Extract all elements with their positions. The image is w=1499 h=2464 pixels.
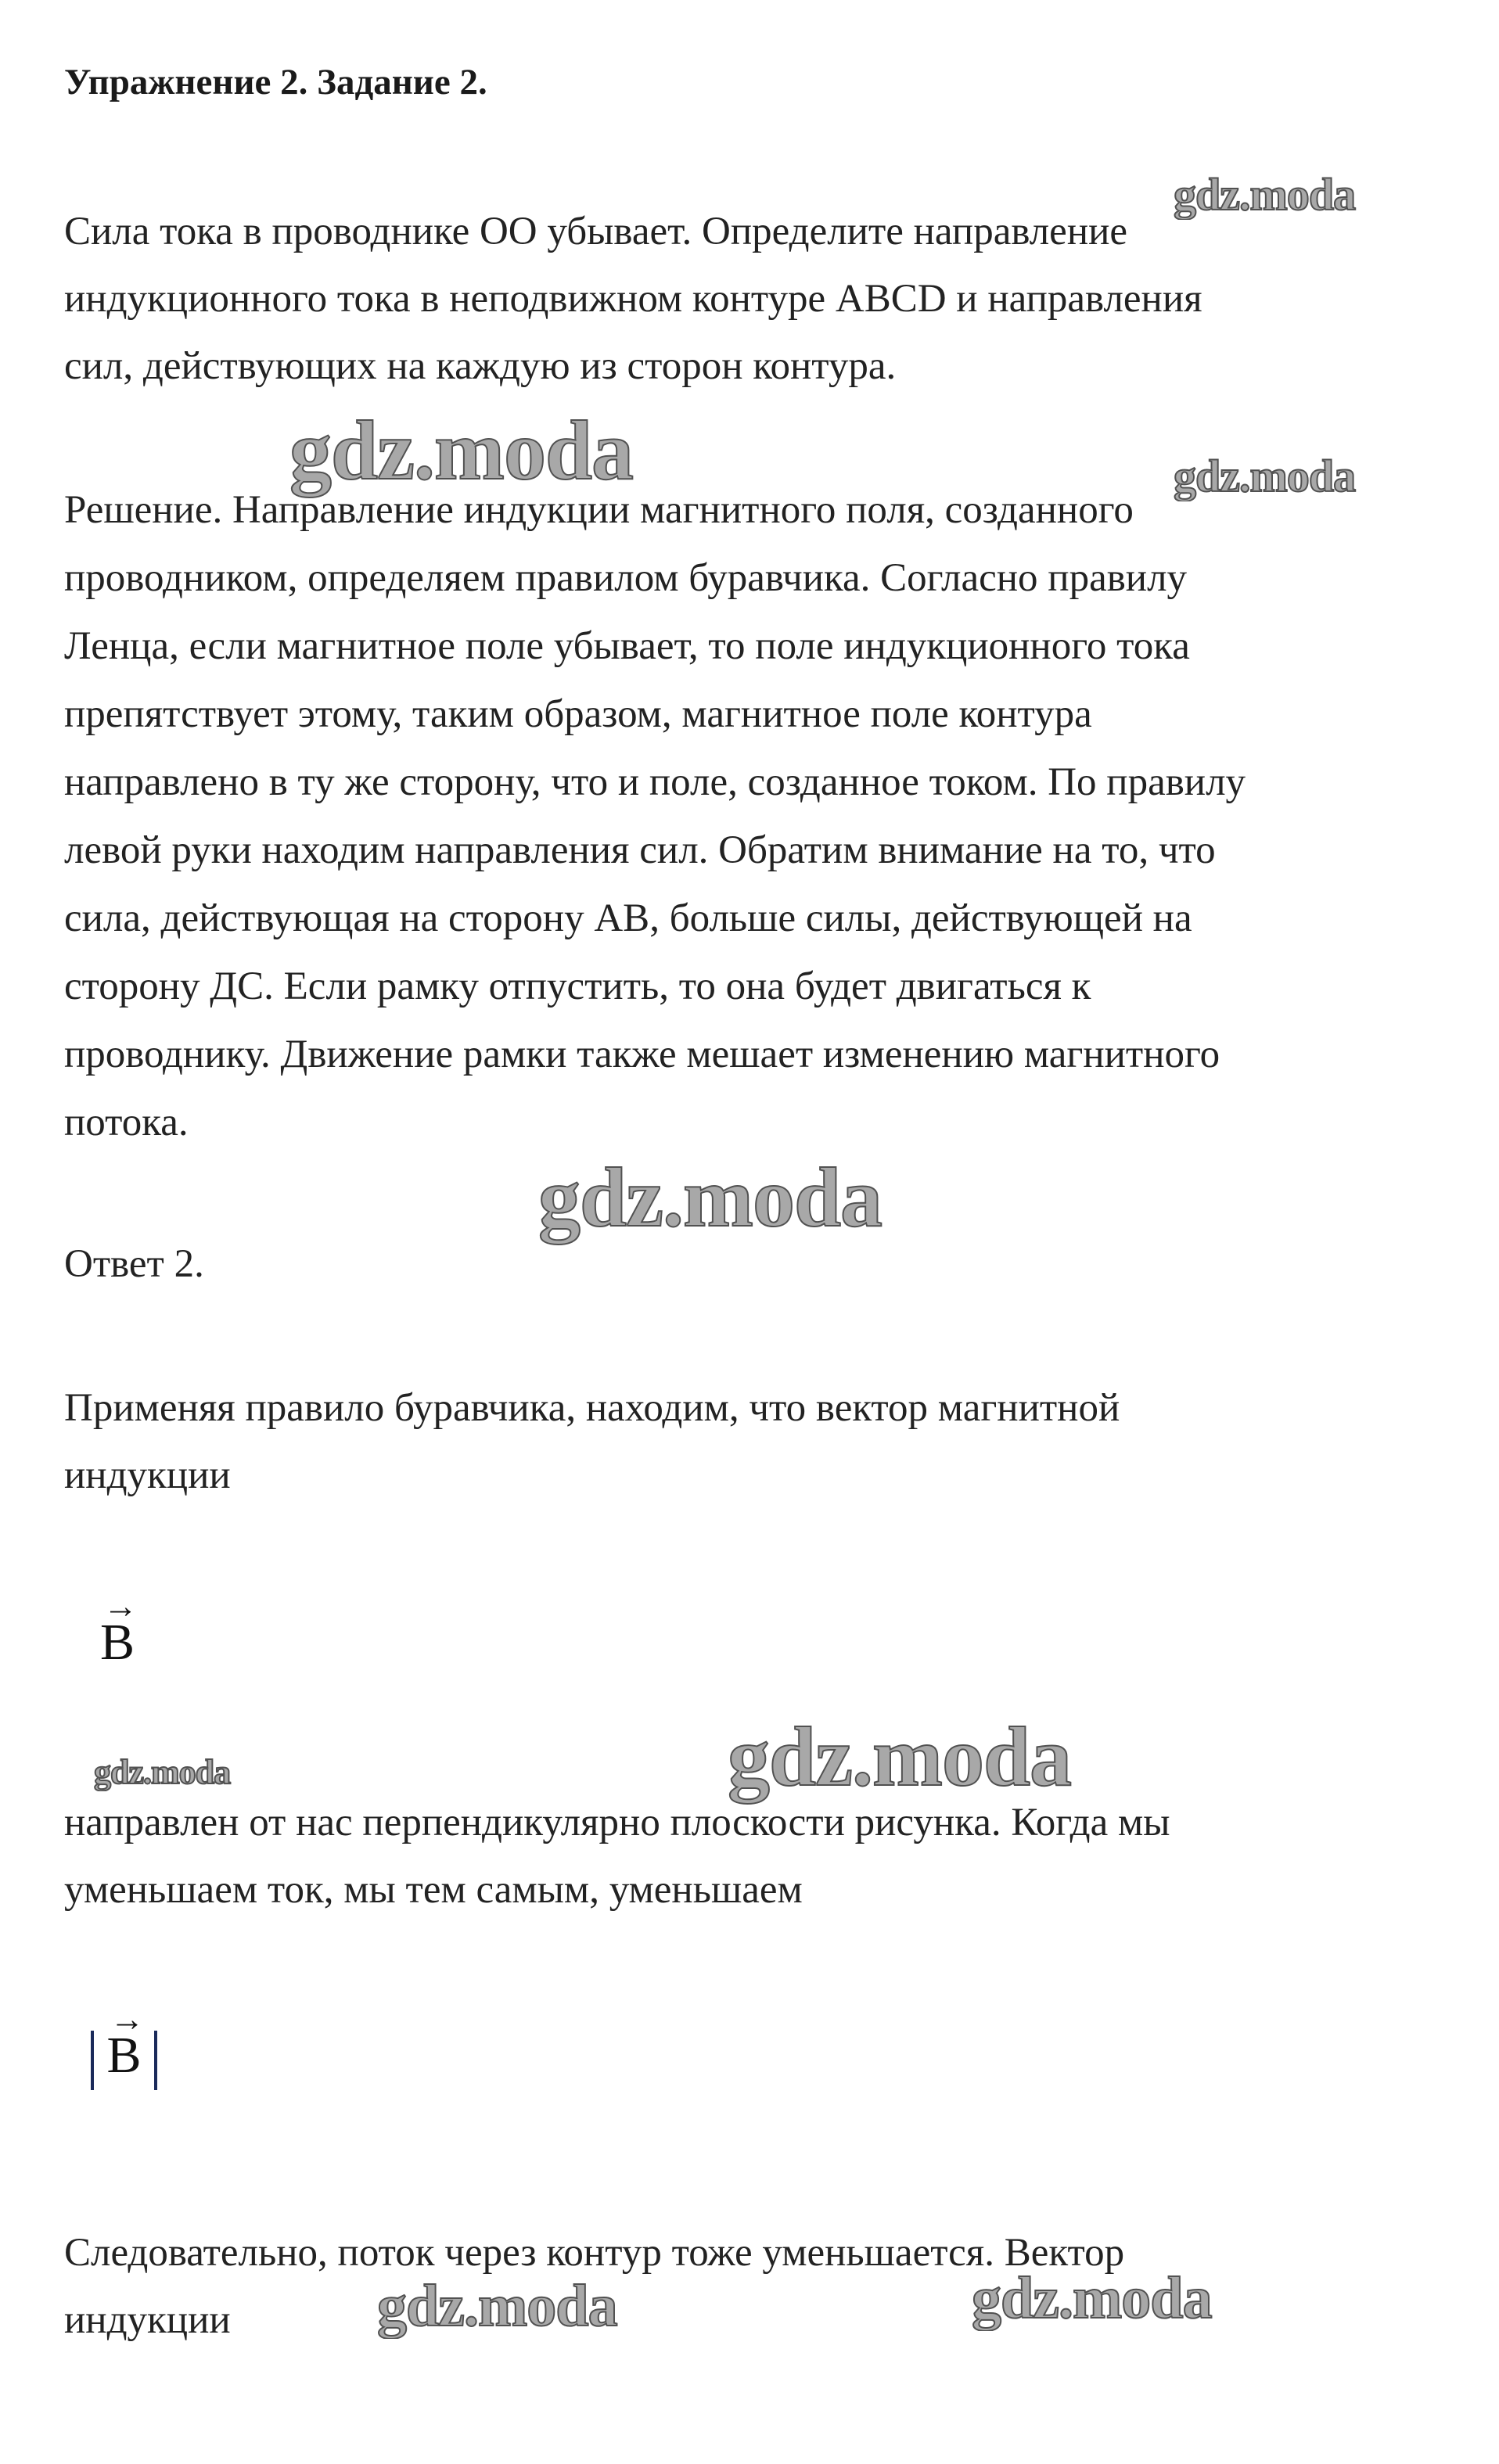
- solution-line: проводником, определяем правилом буравчика. Согласно правилу: [64, 556, 1188, 600]
- abs-bar-right: [154, 2031, 157, 2090]
- watermark: gdz.moda: [1174, 169, 1356, 220]
- solution-line: Решение. Направление индукции магнитного поля, созданного: [64, 488, 1134, 532]
- solution-line: препятствует этому, таким образом, магнитное поле контура: [64, 692, 1092, 736]
- paragraph-line: Применяя правило буравчика, находим, что вектор магнитной: [64, 1386, 1120, 1430]
- watermark: gdz.moda: [538, 1151, 883, 1245]
- vector-arrow-icon: →: [103, 1587, 138, 1625]
- watermark: gdz.moda: [94, 1753, 231, 1791]
- vector-b-magnitude-formula: [91, 2000, 157, 2090]
- vector-symbol: B: [106, 2027, 142, 2084]
- watermark: gdz.moda: [728, 1711, 1072, 1804]
- watermark: gdz.moda: [972, 2265, 1212, 2331]
- exercise-title: Упражнение 2. Задание 2.: [64, 62, 487, 102]
- answer: Ответ 2.: [64, 1242, 204, 1286]
- paragraph-line: индукции: [64, 1453, 231, 1497]
- solution-line: потока.: [64, 1101, 189, 1144]
- solution-line: направлено в ту же сторону, что и поле, созданное током. По правилу: [64, 760, 1246, 804]
- task-line: сил, действующих на каждую из сторон контура.: [64, 344, 897, 388]
- solution-line: сила, действующая на сторону АВ, больше силы, действующей на: [64, 896, 1192, 940]
- paragraph-line: индукции: [64, 2298, 231, 2342]
- solution-line: левой руки находим направления сил. Обратим внимание на то, что: [64, 828, 1216, 872]
- task-line: Сила тока в проводнике ОО убывает. Определите направление: [64, 210, 1128, 253]
- watermark: gdz.moda: [1174, 451, 1356, 501]
- paragraph-line: Следовательно, поток через контур тоже уменьшается. Вектор: [64, 2231, 1125, 2275]
- watermark: gdz.moda: [289, 404, 634, 497]
- paragraph-line: уменьшаем ток, мы тем самым, уменьшаем: [64, 1868, 803, 1912]
- solution-line: проводнику. Движение рамки также мешает изменению магнитного: [64, 1033, 1220, 1076]
- vector-arrow-icon: →: [110, 2000, 145, 2038]
- watermark: gdz.moda: [377, 2273, 617, 2339]
- vector-symbol: B: [100, 1614, 135, 1671]
- solution-line: сторону ДС. Если рамку отпустить, то она будет двигаться к: [64, 964, 1091, 1008]
- task-line: индукционного тока в неподвижном контуре ABCD и направления: [64, 277, 1202, 321]
- vector-b-formula: [100, 1587, 138, 1672]
- solution-line: Ленца, если магнитное поле убывает, то поле индукционного тока: [64, 624, 1190, 668]
- paragraph-line: направлен от нас перпендикулярно плоскости рисунка. Когда мы: [64, 1801, 1170, 1844]
- abs-bar-left: [91, 2031, 94, 2090]
